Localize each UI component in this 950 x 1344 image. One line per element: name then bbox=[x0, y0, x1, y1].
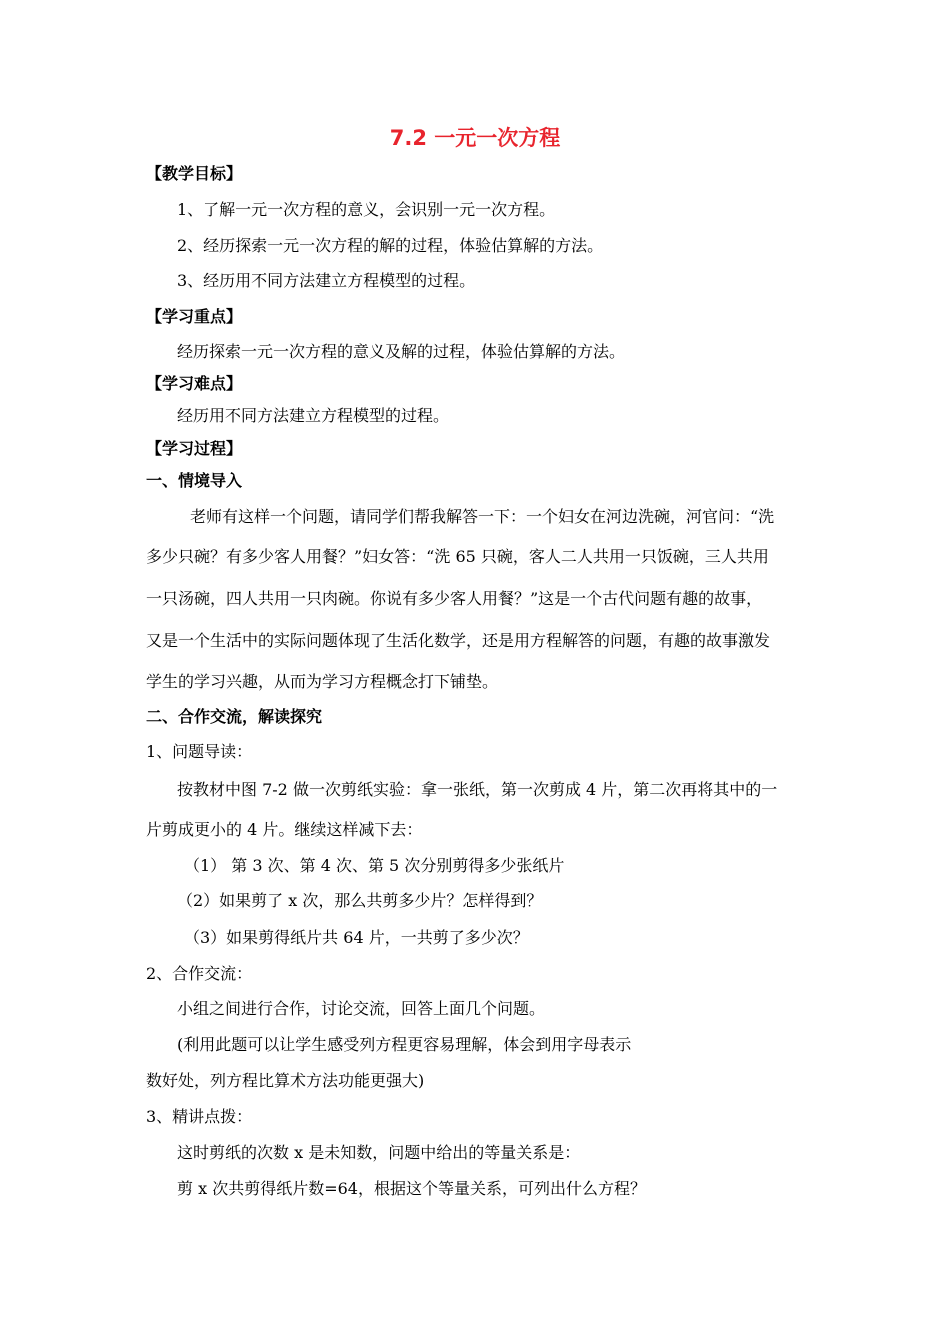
question-item: （2）如果剪了 x 次，那么共剪多少片？怎样得到？ bbox=[177, 891, 543, 910]
section2-heading: 二、合作交流，解读探究 bbox=[146, 707, 323, 726]
section1-paragraph-line: 学生的学习兴趣，从而为学习方程概念打下铺垫。 bbox=[146, 672, 499, 691]
explanation-heading: 3、精讲点拨： bbox=[146, 1107, 253, 1126]
problem-reading-heading: 1、问题导读： bbox=[146, 742, 253, 761]
question-item: （3）如果剪得纸片共 64 片，一共剪了多少次？ bbox=[184, 928, 529, 947]
problem-reading-line: 按教材中图 7-2 做一次剪纸实验：拿一张纸，第一次剪成 4 片，第二次再将其中的一 bbox=[177, 780, 778, 799]
page-title: 7.2 一元一次方程 bbox=[389, 126, 561, 150]
key-points-heading: 【学习重点】 bbox=[146, 307, 243, 326]
difficulties-text: 经历用不同方法建立方程模型的过程。 bbox=[177, 406, 450, 425]
section1-heading: 一、情境导入 bbox=[146, 471, 243, 490]
key-points-text: 经历探索一元一次方程的意义及解的过程，体验估算解的方法。 bbox=[177, 342, 626, 361]
explanation-line: 这时剪纸的次数 x 是未知数，问题中给出的等量关系是： bbox=[177, 1143, 581, 1162]
teaching-goal-item: 3、经历用不同方法建立方程模型的过程。 bbox=[177, 271, 476, 290]
section1-paragraph-line: 多少只碗？有多少客人用餐？”妇女答：“洗 65 只碗，客人二人共用一只饭碗，三人共用 bbox=[146, 547, 769, 566]
section1-paragraph-line: 老师有这样一个问题，请同学们帮我解答一下：一个妇女在河边洗碗，河官问：“洗 bbox=[190, 507, 775, 526]
cooperation-note-line: 数好处，列方程比算术方法功能更强大) bbox=[146, 1071, 425, 1090]
cooperation-note-line: (利用此题可以让学生感受列方程更容易理解，体会到用字母表示 bbox=[177, 1035, 632, 1054]
teaching-goal-item: 1、了解一元一次方程的意义，会识别一元一次方程。 bbox=[177, 200, 556, 219]
cooperation-text: 小组之间进行合作，讨论交流，回答上面几个问题。 bbox=[177, 999, 546, 1018]
difficulties-heading: 【学习难点】 bbox=[146, 374, 243, 393]
process-heading: 【学习过程】 bbox=[146, 439, 243, 458]
explanation-line: 剪 x 次共剪得纸片数=64，根据这个等量关系，可列出什么方程？ bbox=[177, 1179, 646, 1198]
teaching-goals-heading: 【教学目标】 bbox=[146, 164, 243, 183]
section1-paragraph-line: 一只汤碗，四人共用一只肉碗。你说有多少客人用餐？”这是一个古代问题有趣的故事， bbox=[146, 589, 763, 608]
teaching-goal-item: 2、经历探索一元一次方程的解的过程，体验估算解的方法。 bbox=[177, 236, 604, 255]
section1-paragraph-line: 又是一个生活中的实际问题体现了生活化数学，还是用方程解答的问题，有趣的故事激发 bbox=[146, 631, 771, 650]
cooperation-heading: 2、合作交流： bbox=[146, 964, 253, 983]
problem-reading-line: 片剪成更小的 4 片。继续这样减下去： bbox=[146, 820, 423, 839]
question-item: （1） 第 3 次、第 4 次、第 5 次分别剪得多少张纸片 bbox=[184, 856, 565, 875]
